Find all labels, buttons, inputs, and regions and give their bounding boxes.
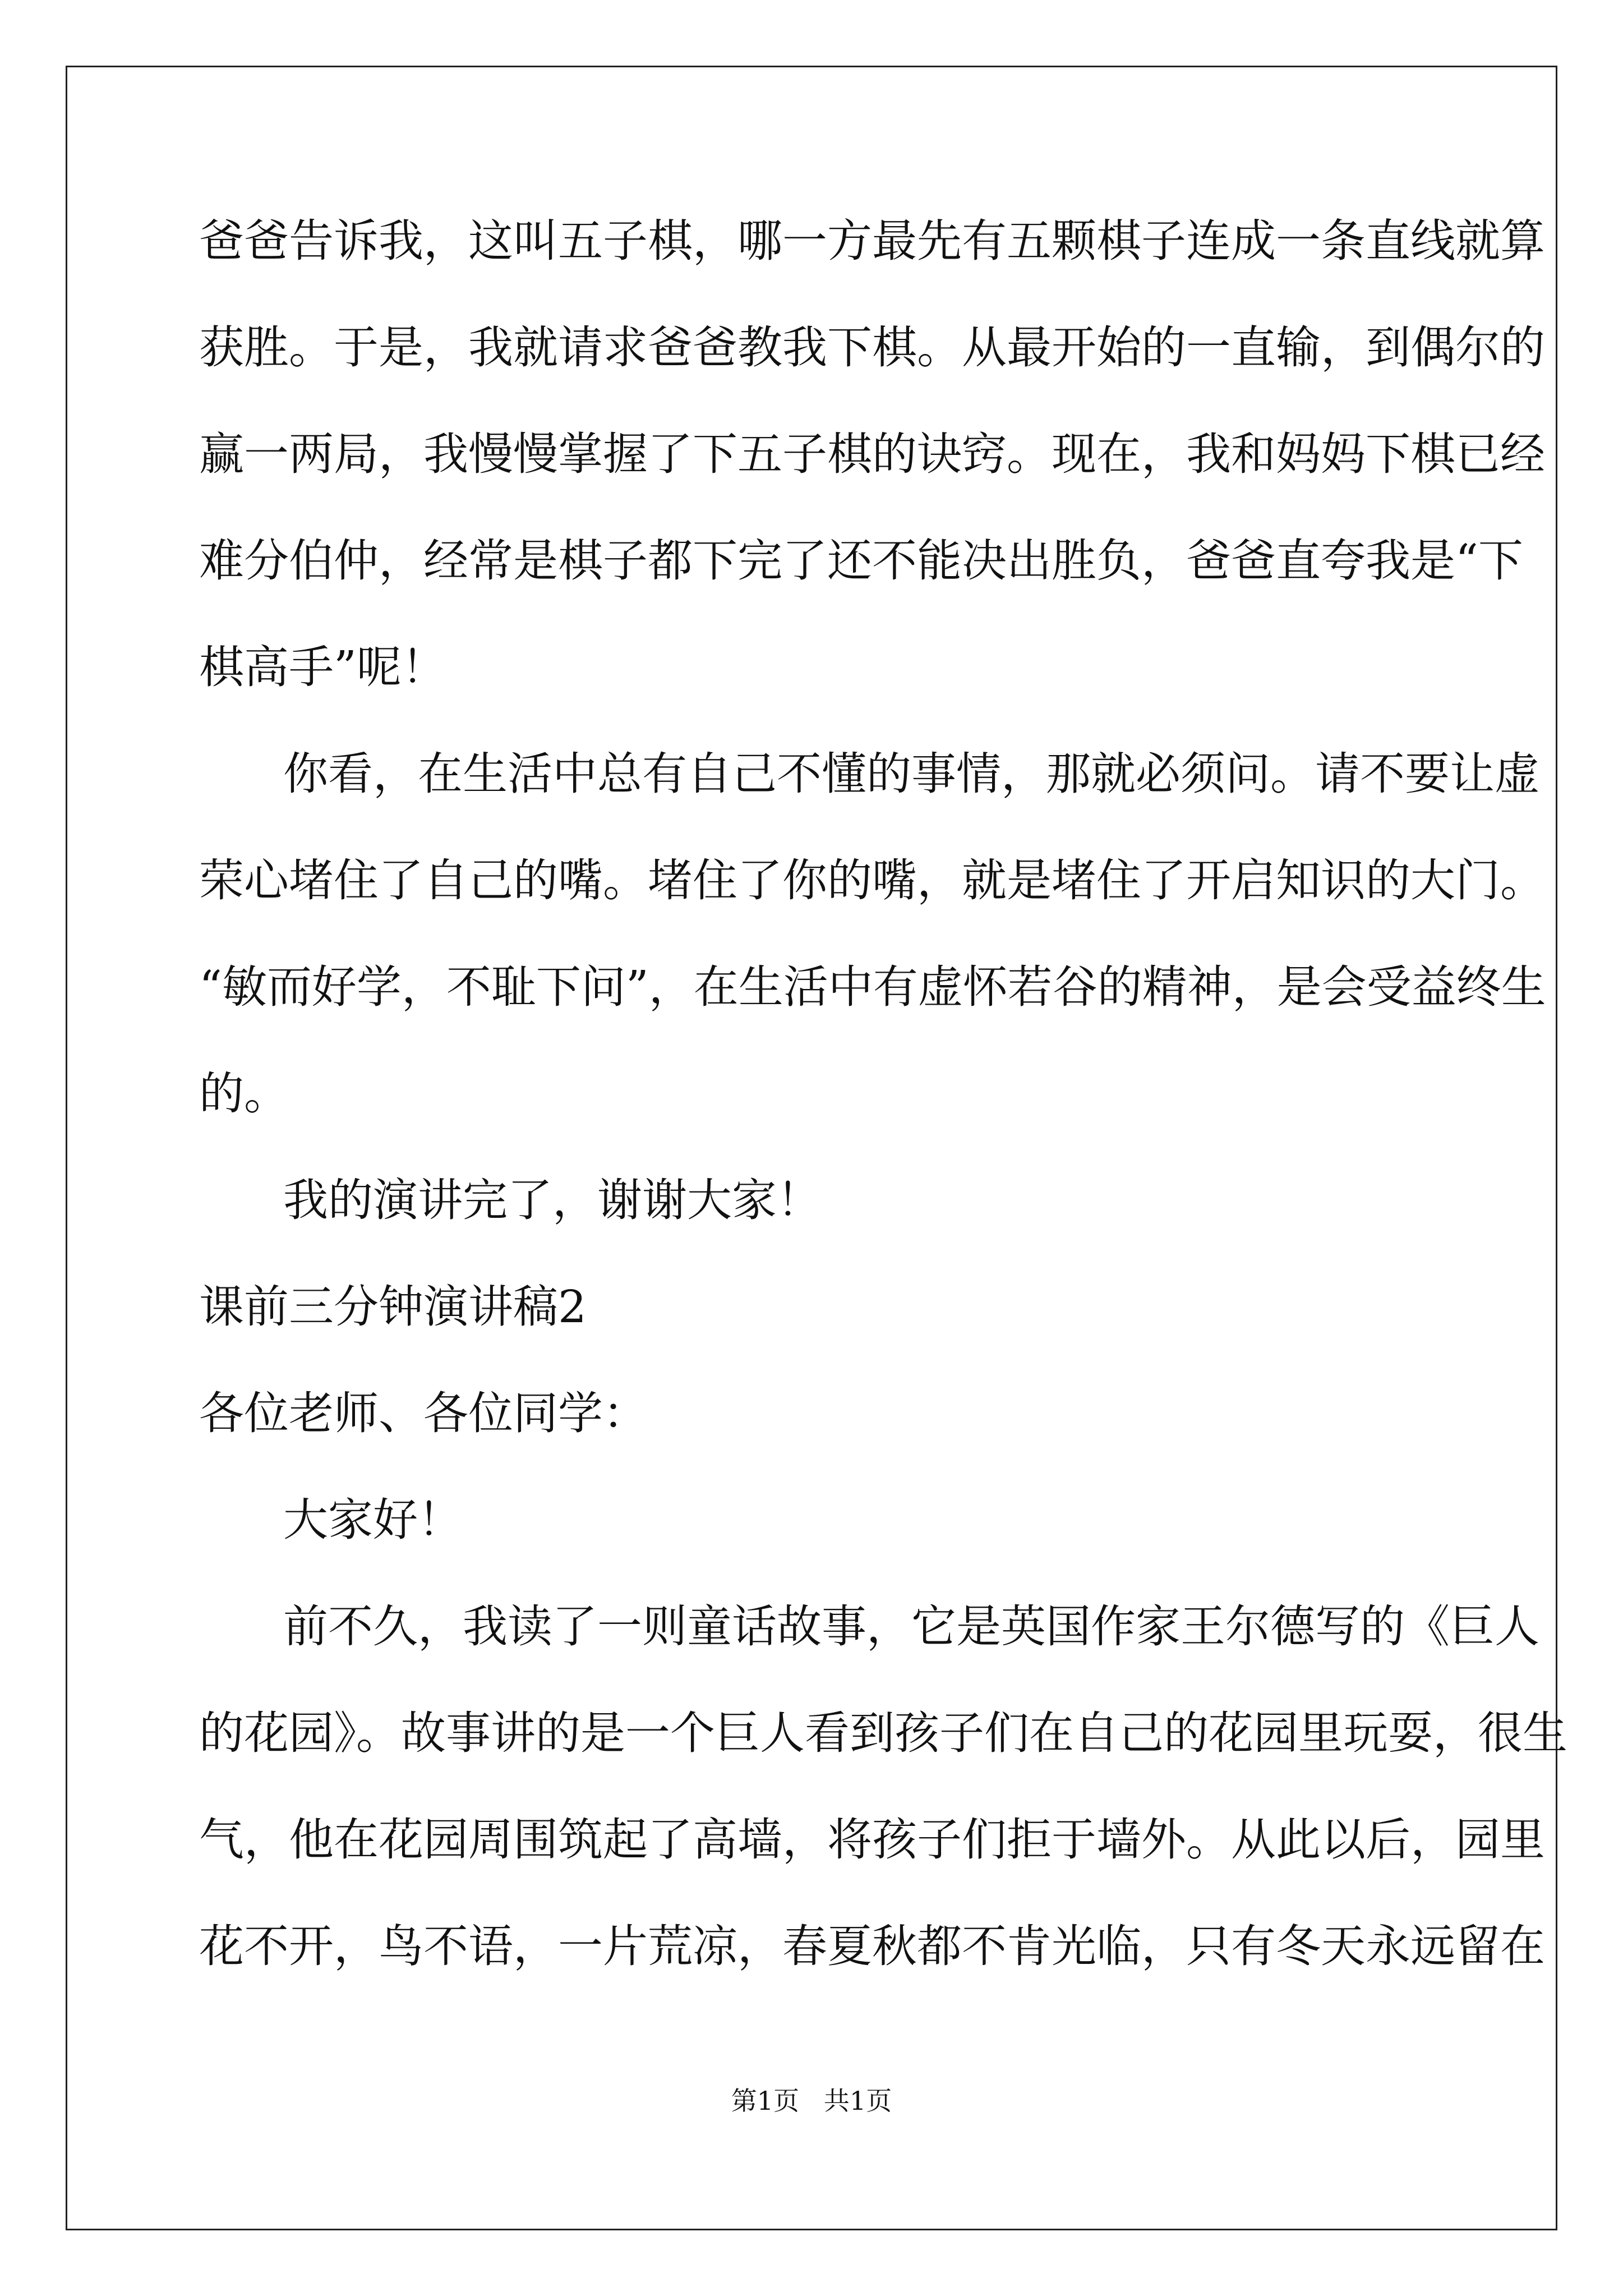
closing-line: 我的演讲完了，谢谢大家！	[283, 1174, 822, 1226]
text-line: 爸爸告诉我，这叫五子棋，哪一方最先有五颗棋子连成一条直线就算	[199, 215, 1545, 267]
page-border	[66, 66, 1567, 2230]
text-line: 获胜。于是，我就请求爸爸教我下棋。从最开始的一直输，到偶尔的	[199, 321, 1545, 374]
text-line: 气，他在花园周围筑起了高墙，将孩子们拒于墙外。从此以后，园里	[199, 1814, 1545, 1866]
paragraph-first-line: 前不久，我读了一则童话故事，它是英国作家王尔德写的《巨人	[283, 1600, 1539, 1653]
page-number-footer: 第1页 共1页	[731, 2086, 892, 2116]
text-line: 的。	[199, 1068, 289, 1120]
greeting: 大家好！	[283, 1494, 463, 1546]
text-line: 难分伯仲，经常是棋子都下完了还不能决出胜负，爸爸直夸我是“下	[199, 535, 1523, 587]
salutation: 各位老师、各位同学：	[199, 1387, 648, 1439]
section-title: 课前三分钟演讲稿2	[199, 1281, 587, 1333]
text-line: 赢一两局，我慢慢掌握了下五子棋的诀窍。现在，我和妈妈下棋已经	[199, 428, 1545, 480]
paragraph-first-line: 你看，在生活中总有自己不懂的事情，那就必须问。请不要让虚	[283, 748, 1539, 800]
text-line: 花不开，鸟不语，一片荒凉，春夏秋都不肯光临，只有冬天永远留在	[199, 1920, 1545, 1972]
text-line: 棋高手”呢！	[199, 641, 446, 693]
text-line: 的花园》。故事讲的是一个巨人看到孩子们在自己的花园里玩耍，很生	[199, 1707, 1567, 1759]
text-line: 荣心堵住了自己的嘴。堵住了你的嘴，就是堵住了开启知识的大门。	[199, 854, 1545, 907]
text-line: “敏而好学，不耻下问”，在生活中有虚怀若谷的精神，是会受益终生	[199, 961, 1546, 1013]
